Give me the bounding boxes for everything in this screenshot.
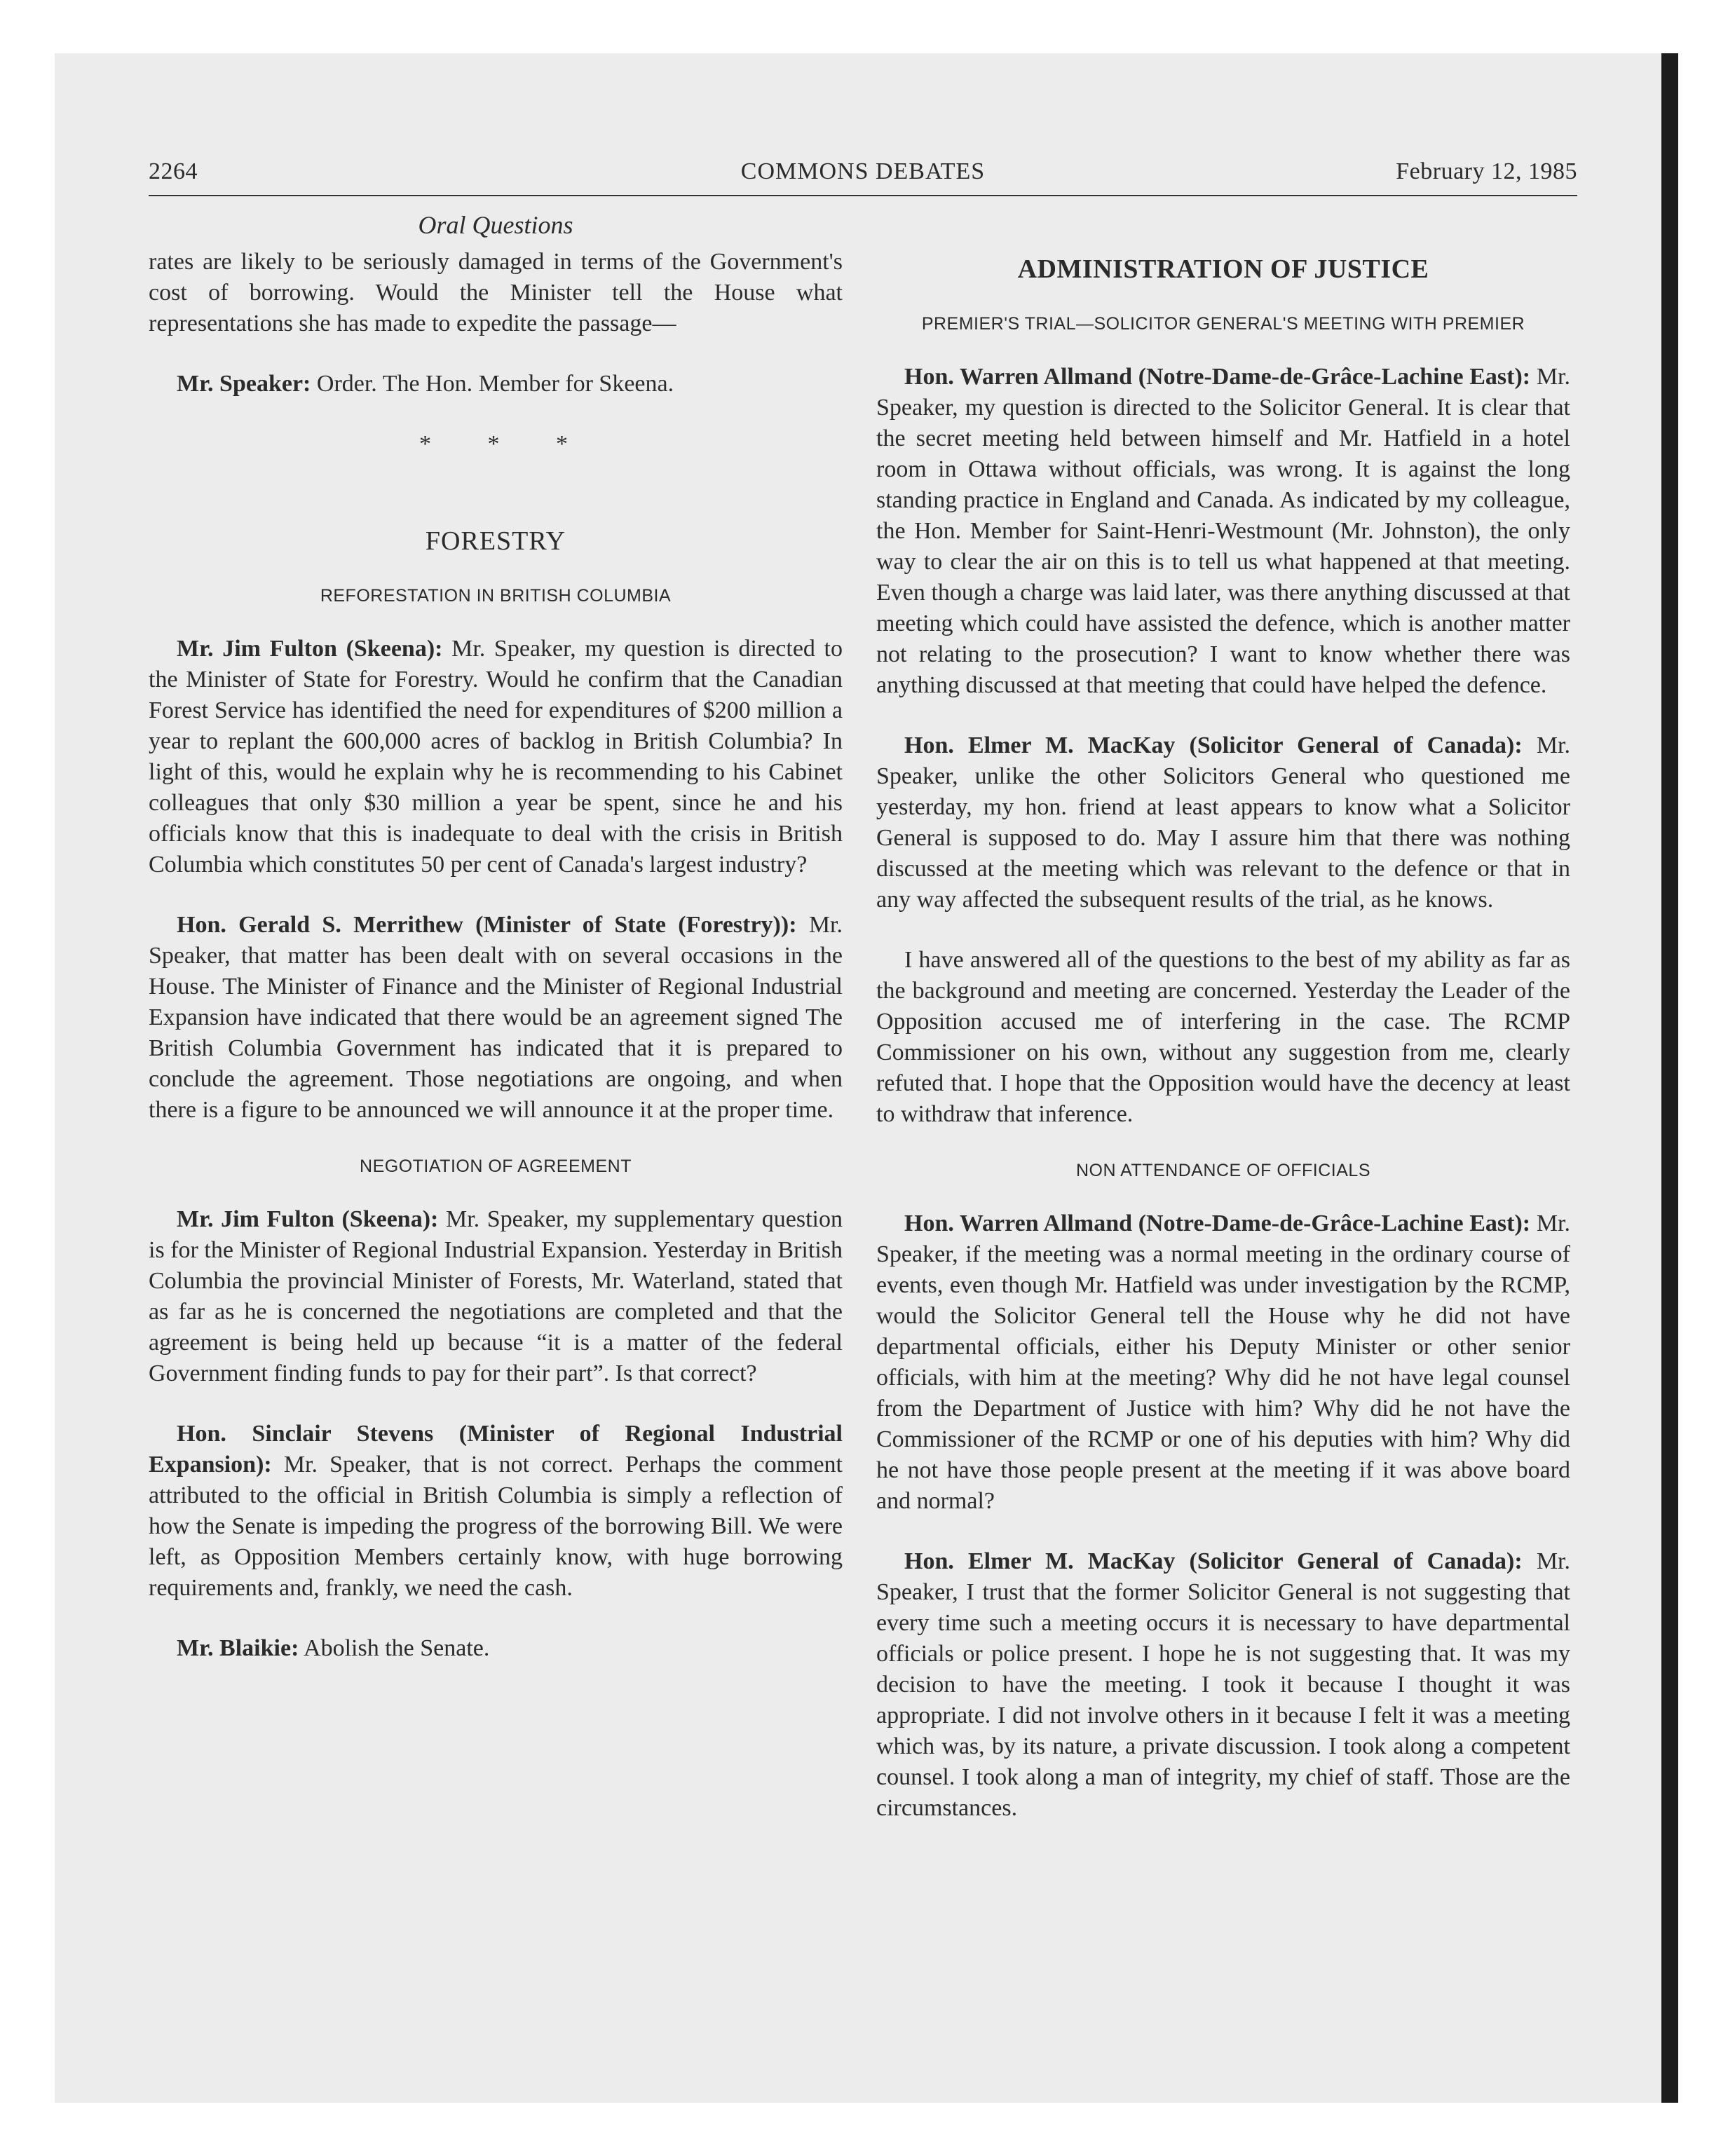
paragraph-text: Order. The Hon. Member for Skeena.	[316, 371, 674, 397]
paragraph-text: Abolish the Senate.	[304, 1635, 490, 1661]
subheading-negotiation: NEGOTIATION OF AGREEMENT	[360, 1157, 632, 1176]
section-separator: * * *	[419, 431, 593, 457]
paragraph-text: Mr. Speaker, if the meeting was a normal meeting in the ordinary course of events, even though Mr. Hatfield was under investigation by the RCMP, would the Solicitor General tell the House why he did not have departmental officials, either his Deputy Minister or other senior officials, with him at the meeting? Why did he not have legal counsel from the Department of Justice with him? Why did he not have the Commissioner of the RCMP or one of his deputies with him? Why did he not have those people present at the meeting if it was above board and normal?	[876, 1210, 1570, 1514]
speaker-name: Mr. Jim Fulton (Skeena):	[177, 1206, 439, 1232]
paragraph-text: I have answered all of the questions to the best of my ability as far as the background and meeting are concerned. Yesterday the Leader of the Opposition accused me of interfering in the case. The RCMP Commissioner on his own, without any suggestion from me, clearly refuted that. I hope that the Opposition would have the decency at least to withdraw that inference.	[876, 947, 1570, 1127]
paragraph	[876, 945, 1570, 1130]
speaker-name: Mr. Jim Fulton (Skeena):	[177, 636, 443, 662]
page-number: 2264	[149, 158, 198, 184]
paragraph-text: Mr. Speaker, my question is directed to the Minister of State for Forestry. Would he confirm that the Canadian Forest Service has identified the need for expenditures of $200 million a year to replant the 600,000 acres of backlog in British Columbia? In light of this, would he explain why he is recommending to his Cabinet colleagues that only $30 million a year be spent, since he and his officials know that this is inadequate to deal with the crisis in British Columbia which constitutes 50 per cent of Canada's largest industry?	[149, 636, 843, 878]
paragraph	[149, 910, 843, 1126]
paragraph	[149, 1419, 843, 1604]
speaker-name: Mr. Blaikie:	[177, 1635, 299, 1661]
speaker-name: Hon. Gerald S. Merrithew (Minister of State (Forestry)):	[177, 912, 797, 938]
paragraph	[876, 362, 1570, 701]
paragraph-text: Mr. Speaker, that matter has been dealt with on several occasions in the House. The Minister of Finance and the Minister of Regional Industrial Expansion have indicated that there would be an agreement signed The British Columbia Government has indicated that it is prepared to conclude the agreement. Those negotiations are ongoing, and when there is a figure to be announced we will announce it at the proper time.	[149, 912, 843, 1123]
heading-administration-of-justice: ADMINISTRATION OF JUSTICE	[1017, 254, 1429, 284]
speaker-name: Hon. Warren Allmand (Notre-Dame-de-Grâce-Lachine East):	[904, 364, 1531, 390]
paragraph	[149, 1204, 843, 1389]
subheading-premiers-trial: PREMIER'S TRIAL—SOLICITOR GENERAL'S MEETING WITH PREMIER	[921, 314, 1525, 334]
paragraph	[876, 730, 1570, 915]
paragraph	[149, 634, 843, 880]
right-column	[876, 247, 1570, 1853]
subheading-reforestation: REFORESTATION IN BRITISH COLUMBIA	[320, 586, 672, 606]
paragraph	[149, 1633, 843, 1664]
publication-title: COMMONS DEBATES	[740, 158, 986, 184]
paragraph-text: Mr. Speaker, unlike the other Solicitors General who questioned me yesterday, my hon. friend at least appears to know what a Solicitor General is supposed to do. May I assure him that there was nothing discussed at the meeting which was relevant to the defence or that in any way affected the subsequent results of the trial, as he knows.	[876, 732, 1570, 913]
left-column	[149, 247, 843, 1693]
publication-date: February 12, 1985	[1396, 158, 1577, 184]
paragraph	[149, 369, 843, 400]
speaker-name: Mr. Speaker:	[177, 371, 311, 397]
paragraph-text: Mr. Speaker, I trust that the former Solicitor General is not suggesting that every time such a meeting occurs it is necessary to have departmental officials or police present. I hope he is not suggesting that. It was my decision to have the meeting. I took it because I thought it was appropriate. I did not involve others in it because I felt it was a meeting which was, by its nature, a private discussion. I took along a competent counsel. I took along a man of integrity, my chief of staff. Those are the circumstances.	[876, 1548, 1570, 1821]
paragraph-text: rates are likely to be seriously damaged in terms of the Government's cost of borrowing. Would the Minister tell the House what representations she has made to expedite the passage—	[149, 249, 843, 336]
speaker-name: Hon. Sinclair Stevens (Minister of Regional Industrial Expansion):	[149, 1421, 843, 1478]
scan-edge	[1661, 53, 1678, 2103]
paragraph-text: Mr. Speaker, my supplementary question is for the Minister of Regional Industrial Expansion. Yesterday in British Columbia the provincial Minister of Forests, Mr. Waterland, stated that as far as he is concerned the negotiations are completed and that the agreement is being held up because “it is a matter of the federal Government finding funds to pay for their part”. Is that correct?	[149, 1206, 843, 1386]
paragraph	[876, 1546, 1570, 1824]
paragraph-text: Mr. Speaker, that is not correct. Perhaps the comment attributed to the official in British Columbia is simply a reflection of how the Senate is impeding the progress of the borrowing Bill. We were left, as Opposition Members certainly know, with huge borrowing requirements and, frankly, we need the cash.	[149, 1452, 843, 1601]
header-rule	[149, 195, 1577, 196]
page-header	[149, 158, 1577, 198]
speaker-name: Hon. Elmer M. MacKay (Solicitor General of Canada):	[904, 732, 1523, 758]
paragraph	[149, 247, 843, 339]
paragraph	[876, 1208, 1570, 1517]
speaker-name: Hon. Elmer M. MacKay (Solicitor General of Canada):	[904, 1548, 1523, 1574]
heading-forestry: FORESTRY	[425, 526, 566, 556]
subheading-non-attendance: NON ATTENDANCE OF OFFICIALS	[1075, 1161, 1371, 1180]
paragraph-text: Mr. Speaker, my question is directed to the Solicitor General. It is clear that the secret meeting held between himself and Mr. Hatfield in a hotel room in Ottawa without officials, was wrong. It is against the long standing practice in England and Canada. As indicated by my colleague, the Hon. Member for Saint-Henri-Westmount (Mr. Johnston), the only way to clear the air on this is to tell us what happened at that meeting. Even though a charge was laid later, was there anything discussed at that meeting which could have assisted the defence, which is another matter not relating to the prosecution? I want to know whether there was anything discussed at that meeting that could have helped the defence.	[876, 364, 1570, 698]
speaker-name: Hon. Warren Allmand (Notre-Dame-de-Grâce-Lachine East):	[904, 1210, 1531, 1236]
section-label: Oral Questions	[418, 211, 573, 239]
